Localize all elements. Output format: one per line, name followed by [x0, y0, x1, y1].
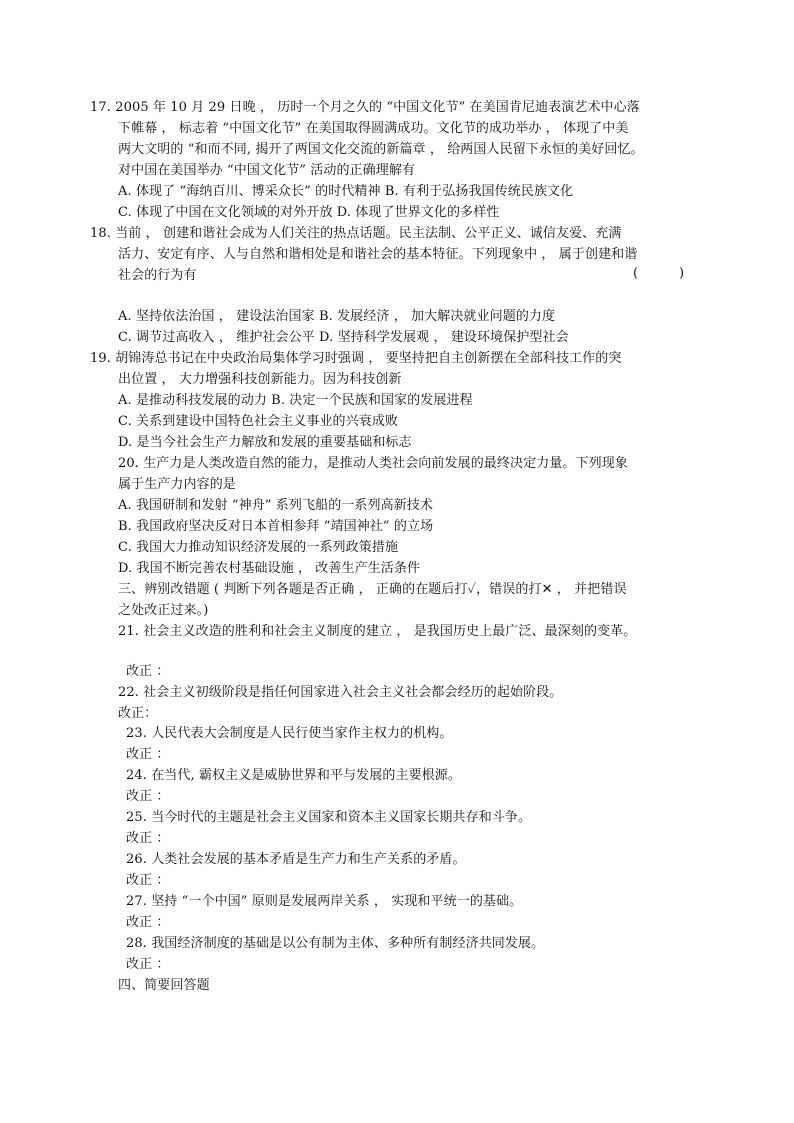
section-4-heading: 四、简要回答题: [118, 978, 210, 993]
q19-option-d: D. 是当今社会生产力解放和发展的重要基础和标志: [118, 435, 412, 450]
q22-statement: 22. 社会主义初级阶段是指任何国家进入社会主义社会都会经历的起始阶段。: [118, 685, 563, 700]
q22-correction: 改正：: [118, 706, 158, 721]
q20-line-2: 属于生产力内容的是: [118, 477, 236, 492]
q25-statement: 25. 当今时代的主题是社会主义国家和资本主义国家长期共存和斗争。: [126, 810, 532, 825]
q25-correction: 改正 ：: [126, 831, 170, 846]
q26-statement: 26. 人类社会发展的基本矛盾是生产力和生产关系的矛盾。: [126, 852, 466, 867]
q26-correction: 改正 ：: [126, 873, 170, 888]
q18-line-1: 18. 当前 ， 创建和谐社会成为人们关注的热点话题。民主法制、公平正义、诚信友爱、充满: [90, 226, 622, 241]
q23-correction: 改正 ：: [126, 747, 170, 762]
q19-option-ab: A. 是推动科技发展的动力 B. 决定一个民族和国家的发展进程: [118, 393, 473, 408]
q18-line-2: 活力、安定有序、人与自然和谐相处是和谐社会的基本特征。下列现象中 ， 属于创建和谐: [118, 247, 638, 262]
q17-line-2: 下帷幕 ， 标志着 “中国文化节” 在美国取得圆满成功。文化节的成功举办 ， 体现了中美: [118, 121, 629, 136]
q27-statement: 27. 坚持 “一个中国” 原则是发展两岸关系 ， 实现和平统一的基础。: [126, 894, 523, 909]
q20-line-1: 20. 生产力是人类改造自然的能力，是推动人类社会向前发展的最终决定力量。下列现象: [118, 456, 628, 471]
q17-line-3: 两大文明的 “和而不同, 揭开了两国文化交流的新篇章 ， 给两国人民留下永恒的美好回忆。: [118, 142, 644, 157]
q20-option-d: D. 我国不断完善农村基础设施 ， 改善生产生活条件: [118, 561, 421, 576]
q24-correction: 改正 ：: [126, 789, 170, 804]
q21-statement: 21. 社会主义改造的胜利和社会主义制度的建立 ， 是我国历史上最广泛、最深刻的变革。: [118, 624, 637, 639]
q19-option-c: C. 关系到建设中国特色社会主义事业的兴衰成败: [118, 414, 399, 429]
q28-correction: 改正 ：: [126, 957, 170, 972]
answer-paren-open: (: [633, 266, 639, 281]
q24-statement: 24. 在当代, 霸权主义是威胁世界和平与发展的主要根源。: [126, 768, 461, 783]
q19-line-2: 出位置 ， 大力增强科技创新能力。因为科技创新: [118, 372, 402, 387]
q17-line-4: 对中国在美国举办 “中国文化节” 活动的正确理解有: [118, 163, 416, 178]
q17-option-ab: A. 体现了 “海纳百川、博采众长” 的时代精神 B. 有利于弘扬我国传统民族文化: [118, 184, 574, 199]
q17-line-1: 17. 2005 年 10 月 29 日晚 ， 历时一个月之久的 “中国文化节” 在美国肯尼迪表演艺术中心落: [90, 100, 640, 115]
q18-option-ab: A. 坚持依法治国 ， 建设法治国家 B. 发展经济 ， 加大解决就业问题的力度: [118, 309, 556, 324]
answer-paren-close: ): [679, 266, 685, 281]
q23-statement: 23. 人民代表大会制度是人民行使当家作主权力的机构。: [126, 726, 453, 741]
q21-correction: 改正 ：: [126, 664, 170, 679]
q28-statement: 28. 我国经济制度的基础是以公有制为主体、多种所有制经济共同发展。: [126, 936, 545, 951]
q17-option-cd: C. 体现了中国在文化领域的对外开放 D. 体现了世界文化的多样性: [118, 205, 500, 220]
q18-option-cd: C. 调节过高收入 ， 维护社会公平 D. 坚持科学发展观 ， 建设环境保护型社会: [118, 330, 569, 345]
q20-option-b: B. 我国政府坚决反对日本首相参拜 “靖国神社” 的立场: [118, 519, 434, 534]
section-3-heading: 三、辨别改错题 ( 判断下列各题是否正确 ， 正确的在题后打✓，错误的打✕ ， 并把错误: [118, 582, 627, 597]
section-3-heading-cont: 之处改正过来。): [118, 603, 209, 618]
q20-option-a: A. 我国研制和发射 “神舟” 系列飞船的一系列高新技术: [118, 498, 434, 513]
q20-option-c: C. 我国大力推动知识经济发展的一系列政策措施: [118, 540, 399, 555]
q19-line-1: 19. 胡锦涛总书记在中央政治局集体学习时强调 ， 要坚持把自主创新摆在全部科技工作的突: [90, 351, 622, 366]
q18-line-3: 社会的行为有: [118, 268, 197, 283]
q27-correction: 改正 ：: [126, 915, 170, 930]
